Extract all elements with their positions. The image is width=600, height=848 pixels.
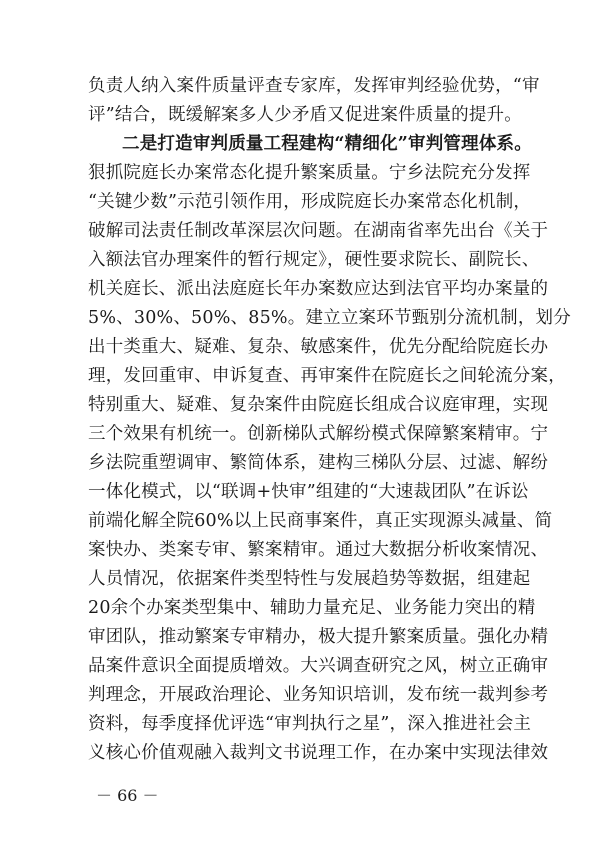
text-line: 三个效果有机统一。创新梯队式解纷模式保障繁案精审。宁 <box>88 424 549 444</box>
text-line: 评”结合，既缓解案多人少矛盾又促进案件质量的提升。 <box>88 105 522 125</box>
text-line: 20余个办案类型集中、辅助力量充足、业务能力突出的精 <box>88 598 536 618</box>
text-line: 乡法院重塑调审、繁简体系，建构三梯队分层、过滤、解纷 <box>88 453 549 473</box>
text-line: 入额法官办理案件的暂行规定》，硬性要求院长、副院长、 <box>88 250 540 270</box>
text-line: 出十类重大、疑难、复杂、敏感案件，优先分配给院庭长办 <box>88 337 549 357</box>
text-line: 破解司法责任制改革深层次问题。在湖南省率先出台《关于 <box>88 221 549 241</box>
text-line: 机关庭长、派出法庭庭长年办案数应达到法官平均办案量的 <box>88 279 549 299</box>
text-line: 理，发回重审、申诉复查、再审案件在院庭长之间轮流分案， <box>88 366 566 386</box>
text-line: 资料，每季度择优评选“审判执行之星”，深入推进社会主 <box>88 714 532 734</box>
page-number: － 66 － <box>96 786 159 805</box>
text-line: 负责人纳入案件质量评查专家库，发挥审判经验优势，“审 <box>88 76 540 96</box>
text-line: 义核心价值观融入裁判文书说理工作，在办案中实现法律效 <box>88 743 549 763</box>
text-line: 前端化解全院60%以上民商事案件，真正实现源头减量、简 <box>88 511 553 531</box>
text-line: 一体化模式，以“联调+快审”组建的“大速裁团队”在诉讼 <box>88 482 529 502</box>
text-line: 狠抓院庭长办案常态化提升繁案质量。宁乡法院充分发挥 <box>88 163 531 183</box>
text-line: 品案件意识全面提质增效。大兴调查研究之风，树立正确审 <box>88 656 549 676</box>
text-line: 案快办、类案专审、繁案精审。通过大数据分析收案情况、 <box>88 540 549 560</box>
text-line: 人员情况，依据案件类型特性与发展趋势等数据，组建起 <box>88 569 531 589</box>
text-line: 审团队，推动繁案专审精办，极大提升繁案质量。强化办精 <box>88 627 549 647</box>
text-line: 判理念，开展政治理论、业务知识培训，发布统一裁判参考 <box>88 685 549 705</box>
text-line: 特别重大、疑难、复杂案件由院庭长组成合议庭审理，实现 <box>88 395 549 415</box>
text-line: 5%、30%、50%、85%。建立立案环节甄别分流机制，划分 <box>88 308 571 328</box>
section-heading: 二是打造审判质量工程建构“精细化”审判管理体系。 <box>122 134 532 154</box>
text-line: “关键少数”示范引领作用，形成院庭长办案常态化机制， <box>88 192 532 212</box>
